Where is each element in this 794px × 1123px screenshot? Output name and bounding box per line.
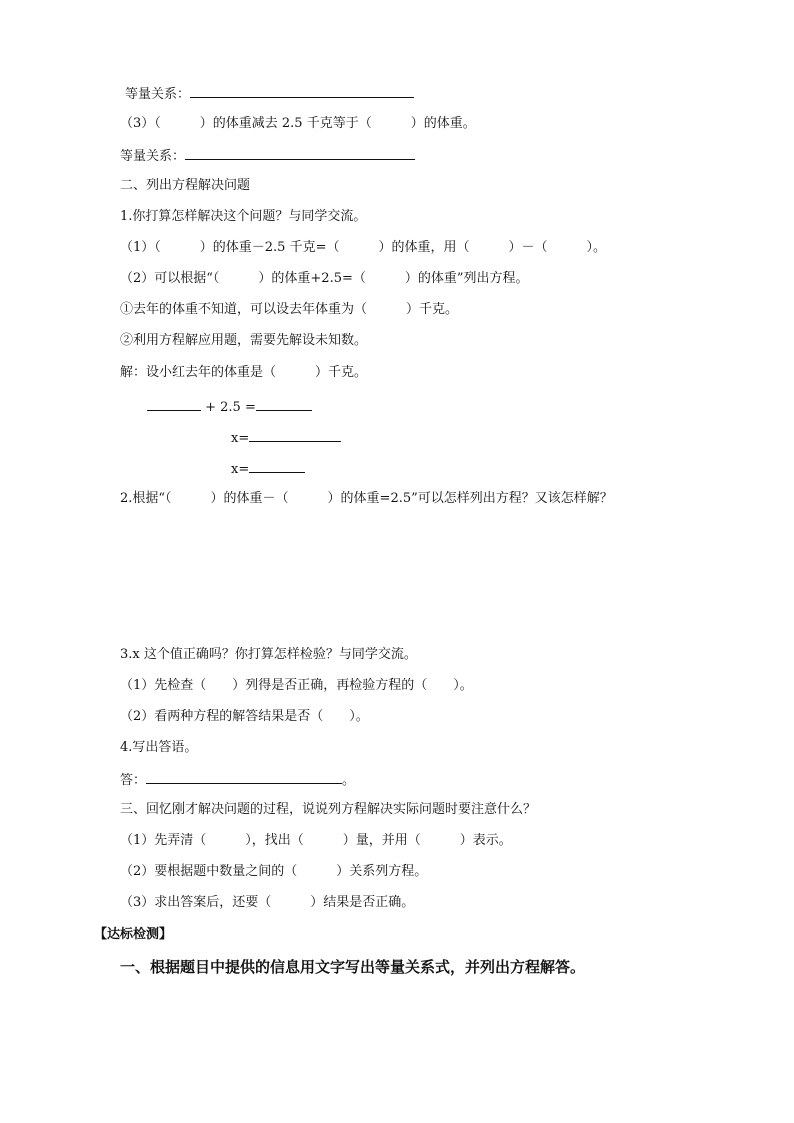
equation-relation-line-2	[120, 146, 415, 166]
equation-line	[147, 397, 312, 417]
hint-1: ①去年的体重不知道，可以设去年体重为（ ）千克。	[120, 302, 459, 317]
section-two-heading: 二、列出方程解决问题	[120, 178, 251, 193]
question-3-text: 3.x 这个值正确吗？你打算怎样检验？与同学交流。	[120, 647, 417, 662]
x-label: x=	[231, 431, 250, 446]
answer-blank[interactable]	[190, 84, 414, 98]
question-3-part-2: （2）看两种方程的解答结果是否（ ）。	[120, 709, 369, 724]
question-4-text: 4.写出答语。	[120, 740, 198, 755]
solution-intro: 解：设小红去年的体重是（ ）千克。	[120, 365, 368, 380]
section-three-part-1: （1）先弄清（ ），找出（ ）量，并用（ ）表示。	[120, 833, 512, 848]
question-1-part-1: （1）（ ）的体重－2.5 千克=（ ）的体重，用（ ）－（ ）。	[120, 240, 606, 255]
question-3-part-1: （1）先检查（ ）列得是否正确，再检验方程的（ ）。	[120, 678, 473, 693]
answer-line	[120, 770, 355, 790]
question-1-part-2: （2）可以根据“（ ）的体重+2.5=（ ）的体重”列出方程。	[120, 271, 529, 286]
answer-blank[interactable]	[185, 146, 415, 160]
section-three-part-3: （3）求出答案后，还要（ ）结果是否正确。	[120, 895, 415, 910]
equation-middle: + 2.5 =	[201, 400, 256, 415]
solve-step-2	[231, 459, 305, 479]
equation-relation-label: 等量关系：	[120, 149, 186, 164]
assessment-task-1: 一、根据题目中提供的信息用文字写出等量关系式，并列出方程解答。	[120, 958, 586, 976]
equation-relation-line-1	[125, 84, 414, 104]
equation-relation-label: 等量关系：	[125, 87, 191, 102]
question-2-text: 2.根据“（ ）的体重－（ ）的体重=2.5”可以怎样列出方程？又该怎样解？	[120, 491, 613, 506]
hint-2: ②利用方程解应用题，需要先解设未知数。	[120, 333, 368, 348]
answer-blank[interactable]	[256, 397, 312, 411]
answer-blank[interactable]	[147, 397, 201, 411]
x-label: x=	[231, 462, 250, 477]
section-three-heading: 三、回忆刚才解决问题的过程，说说列方程解决实际问题时要注意什么？	[120, 802, 537, 817]
answer-blank[interactable]	[249, 459, 305, 473]
answer-period: 。	[342, 773, 356, 788]
solve-step-1	[231, 428, 341, 448]
answer-label: 答：	[120, 773, 147, 788]
answer-blank[interactable]	[146, 770, 342, 784]
question-1-text: 1.你打算怎样解决这个问题？与同学交流。	[120, 209, 367, 224]
assessment-section-title: 【达标检测】	[94, 927, 173, 942]
question-3-line: （3）（ ）的体重减去 2.5 千克等于（ ）的体重。	[120, 116, 476, 131]
answer-blank[interactable]	[249, 428, 341, 442]
section-three-part-2: （2）要根据题中数量之间的（ ）关系列方程。	[120, 864, 428, 879]
